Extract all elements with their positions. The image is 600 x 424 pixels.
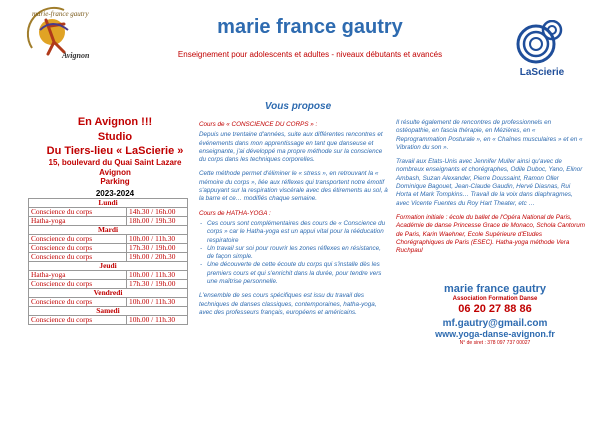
logo-left-text: marie-france gautry: [32, 10, 89, 18]
day-header: Mardi: [29, 226, 188, 235]
class-time: 17h.30 / 19h.00: [127, 244, 188, 253]
formation-paragraph: Formation initiale : école du ballet de l'Opéra National de Paris, Académie de danse Princesse Grace de Monaco, Schola Cantorum de Paris, Karin Waehner, Ecole Supérieure d'Etudes Chorégraphiques de Paris (ESEC). Hatha-yoga méthode Vera Ruchpaul: [396, 213, 586, 255]
contact-association: Association Formation Danse: [452, 296, 538, 302]
schedule-year: 2023-2024: [95, 189, 135, 198]
class-time: 10h.00 / 11h.30: [127, 271, 188, 280]
contact-website[interactable]: www.yoga-danse-avignon.fr: [435, 329, 555, 339]
location-line3: Du Tiers-lieu « LaScierie »: [46, 145, 184, 157]
day-header: Jeudi: [29, 262, 188, 271]
class-name: Conscience du corps: [29, 280, 127, 289]
contact-block: [400, 283, 590, 346]
section-heading: Vous propose: [264, 101, 332, 112]
dancer-logo-icon: [18, 2, 100, 62]
list-item: - Ces cours sont complémentaires des cours de « Conscience du corps » car le Hatha-yoga est un appui vital pour la rééducation respiratoire: [207, 220, 389, 245]
contact-phone[interactable]: 06 20 27 88 86: [458, 303, 532, 315]
day-header: Vendredi: [29, 289, 188, 298]
middle-column: [199, 121, 389, 323]
list-item: - Une découverte de cette écoute du corps qui s'installe dès les premiers cours et qui s'enrichit dans la durée, pour tendre vers une maîtrise personnelle.: [207, 261, 389, 286]
training-paragraph: Il résulte également de rencontres de professionnels en ostéopathie, en fascia thérapie, en Mézières, en « Reprogrammation Posturale », en « Chaînes musculaires » et en « Vibration du son ».: [396, 119, 583, 151]
day-header: Samedi: [29, 307, 188, 316]
page-title: marie france gautry: [217, 16, 403, 38]
class-time: 19h.00 / 20h.30: [127, 253, 188, 262]
class-time: 14h.30 / 16h.00: [127, 208, 188, 217]
day-header: Lundi: [29, 199, 188, 208]
logo-left-sub: Avignon: [62, 51, 90, 60]
cdc-paragraph: Depuis une trentaine d'années, suite aux différentes rencontres et événements dans mon apprentissage en tant que danseuse et enseignante, j'ai développé ma propre méthode sur la conscience du corps dans les techniques corporelles.: [199, 131, 383, 164]
class-time: 10h.00 / 11h.30: [127, 316, 188, 325]
class-time: 10h.00 / 11h.30: [127, 235, 188, 244]
contact-email[interactable]: mf.gautry@gmail.com: [442, 318, 548, 329]
logo-right-label: LaScierie: [519, 67, 565, 78]
table-row: [29, 316, 188, 325]
logo-marie-france-gautry: [18, 2, 100, 62]
hy-list: [199, 220, 389, 286]
contact-name: marie france gautry: [443, 283, 547, 295]
class-name: Hatha-yoga: [29, 271, 127, 280]
closing-paragraph: L'ensemble de ses cours spécifiques est issu du travail des techniques de danses classiques, contemporaines, hatha-yoga, avec des professeurs français, européens et américains.: [199, 292, 377, 316]
right-column: [396, 119, 586, 261]
class-name: Hatha-yoga: [29, 217, 127, 226]
class-time: 17h.30 / 19h.00: [127, 280, 188, 289]
lascierie-logo-icon: [514, 20, 570, 64]
location-parking: Parking: [100, 177, 130, 186]
class-time: 10h.00 / 11h.30: [127, 298, 188, 307]
location-line2: Studio: [97, 131, 133, 143]
cdc-paragraph: Cette méthode permet d'éliminer le « stress », en retrouvant la « mémoire du corps », liée aux réflexes qui transportent notre émotif s'appuyant sur la respiration viscérale avec des étirements au sol, à la barre et ce… modifiés chaque semaine.: [199, 170, 388, 203]
cdc-title: Cours de « CONSCIENCE DU CORPS » :: [199, 121, 318, 128]
class-name: Conscience du corps: [29, 244, 127, 253]
class-name: Conscience du corps: [29, 253, 127, 262]
page-subtitle: Enseignement pour adolescents et adultes - niveaux débutants et avancés: [177, 50, 443, 59]
hy-title: Cours de HATHA-YOGA :: [199, 209, 271, 217]
location-address: 15, boulevard du Quai Saint Lazare: [48, 158, 182, 167]
list-item: - Un travail sur soi pour rouvrir les zones réflexes en résistance, de façon simple.: [207, 245, 389, 262]
logo-lascierie: [512, 20, 572, 78]
location-line1: En Avignon !!!: [77, 116, 153, 128]
experience-paragraph: Travail aux Etats-Unis avec Jennifer Muller ainsi qu'avec de nombreux enseignants et chorégraphes, Odile Duboc, Yano, Elinor Ambash, Suzan Alexander, Pierre Doussaint, Ramon Oller Dominique Bagouet, Jean-Claude Gaudin, Hervé Diasnas, Rui Horta et Mark Tompkins… Travail de la voix dans diaphragmes, avec Vicente Fuentes du Roy Hart Theater, etc …: [396, 158, 583, 207]
contact-siret: N° de siret : 378 097 737 00027: [459, 340, 531, 346]
class-name: Conscience du corps: [29, 208, 127, 217]
class-name: Conscience du corps: [29, 298, 127, 307]
class-name: Conscience du corps: [29, 235, 127, 244]
location-city: Avignon: [99, 168, 131, 177]
class-time: 18h.00 / 19h.30: [127, 217, 188, 226]
schedule-table: [28, 198, 188, 325]
class-name: Conscience du corps: [29, 316, 127, 325]
